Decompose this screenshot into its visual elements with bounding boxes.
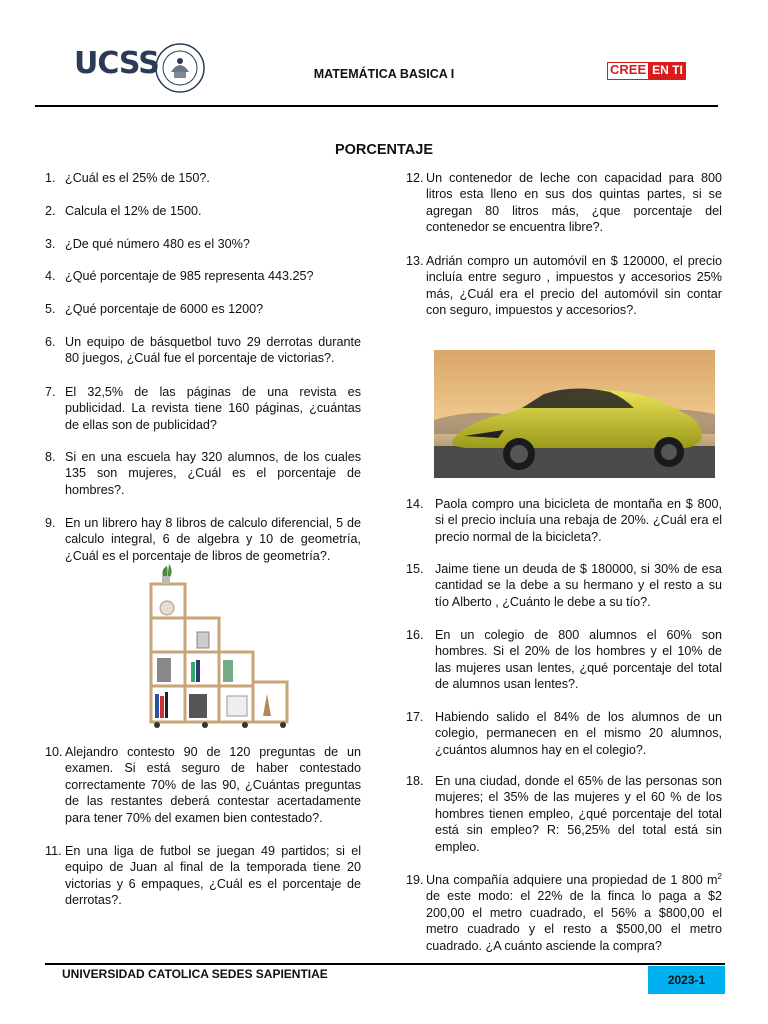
exercise-10 <box>45 744 361 826</box>
exercise-number: 15. <box>406 562 424 576</box>
en-ti-logo-part: EN TI <box>649 62 686 80</box>
exercise-number: 16. <box>406 628 424 642</box>
exercise-number: 14. <box>406 497 424 511</box>
exercise-2 <box>45 203 361 219</box>
footer-divider <box>45 963 725 965</box>
exercise-16 <box>406 627 722 693</box>
footer-year-badge: 2023-1 <box>648 966 725 994</box>
exercise-text: Calcula el 12% de 1500. <box>65 204 202 218</box>
bookshelf-image <box>145 562 293 732</box>
exercise-1 <box>45 170 361 186</box>
exercise-text: Alejandro contesto 90 de 120 preguntas de un examen. Si está seguro de haber contestado correctamente 70% de las 90, ¿Cuántas preguntas de las restantes deberá contestar acertadamente para tener 70% del examen bien contestado?. <box>65 745 361 825</box>
exercise-number: 4. <box>45 269 56 283</box>
exercise-text: ¿Cuál es el 25% de 150?. <box>65 171 210 185</box>
exercise-text: En un colegio de 800 alumnos el 60% son hombres. Si el 20% de los hombres y el 10% de las mujeres usan lentes, ¿qué porcentaje del total de alumnos usan lentes?. <box>435 628 722 692</box>
exercise-number: 13. <box>406 254 424 268</box>
exercise-13 <box>406 253 722 319</box>
exercise-number: 7. <box>45 385 56 399</box>
footer-university: UNIVERSIDAD CATOLICA SEDES SAPIENTIAE <box>62 967 328 981</box>
exercise-number: 1. <box>45 171 56 185</box>
exercise-text: Paola compro una bicicleta de montaña en $ 800, si el precio incluía una rebaja de 20%. ¿Cuál era el precio normal de la bicicleta?. <box>435 497 722 544</box>
exercise-number: 8. <box>45 450 56 464</box>
exercise-7 <box>45 384 361 433</box>
exercise-number: 17. <box>406 710 424 724</box>
exercise-12 <box>406 170 722 236</box>
exercise-17 <box>406 709 722 758</box>
exercise-text: ¿Qué porcentaje de 6000 es 1200? <box>65 302 264 316</box>
exercise-number: 9. <box>45 516 56 530</box>
logo-text: UCSS <box>74 46 159 81</box>
exercise-19 <box>406 872 722 954</box>
exercise-text: Si en una escuela hay 320 alumnos, de los cuales 135 son mujeres, ¿Cuál es el porcentaje de hombres?. <box>65 450 361 497</box>
exercise-6 <box>45 334 361 367</box>
exercise-text: ¿Qué porcentaje de 985 representa 443.25? <box>65 269 314 283</box>
header-divider <box>35 105 718 107</box>
document-title: PORCENTAJE <box>334 142 434 158</box>
exercise-text: Jaime tiene un deuda de $ 180000, si 30% de esa cantidad se la debe a su hermano y el resto a su tío Alberto , ¿Cuánto le debe a su tío?. <box>435 562 722 609</box>
exercise-text-part: Una compañía adquiere una propiedad de 1 800 m <box>426 873 718 887</box>
exercise-text: El 32,5% de las páginas de una revista es publicidad. La revista tiene 160 páginas, ¿cuántas de ellas son de publicidad? <box>65 385 361 432</box>
cree-logo-part: CREE <box>607 62 649 80</box>
exercise-text: ¿De qué número 480 es el 30%? <box>65 237 250 251</box>
exercise-text: En una liga de futbol se juegan 49 partidos; si el equipo de Juan al final de la temporada tiene 20 victorias y 6 empaques, ¿Cuál es el porcentaje de derrotas?. <box>65 844 361 908</box>
exercise-8 <box>45 449 361 498</box>
exercise-18 <box>406 773 722 855</box>
exercise-text: Habiendo salido el 84% de los alumnos de un colegio, permanecen en el mismo 20 alumnos, ¿cuántos alumnos hay en el colegio?. <box>435 710 722 757</box>
exercise-3 <box>45 236 361 252</box>
exercise-text: En una ciudad, donde el 65% de las personas son mujeres; el 35% de las mujeres y el 60 % de los hombres tienen empleo, ¿qué porcentaje del total está sin empleo? R: 56,25% del total está sin empleo. <box>435 774 722 854</box>
exercise-number: 2. <box>45 204 56 218</box>
exercise-14 <box>406 496 722 545</box>
exercise-number: 5. <box>45 302 56 316</box>
exercise-4 <box>45 268 361 284</box>
exercise-number: 10. <box>45 745 63 759</box>
exercise-number: 3. <box>45 237 56 251</box>
exercise-number: 12. <box>406 171 424 185</box>
exercise-text: En un librero hay 8 libros de calculo diferencial, 5 de calculo integral, 6 de algebra y 10 de geometría, ¿Cuál es el porcentaje de libros de geometría?. <box>65 516 361 563</box>
exercise-number: 18. <box>406 774 424 788</box>
exercise-text-part: de este modo: el 22% de la finca lo paga a $2 200,00 el metro cuadrado, el 56% a $800,00 el metro cuadrado y el resto a $500,00 el metro cuadrado. ¿A cuánto asciende la compra? <box>426 889 722 953</box>
exercise-11 <box>45 843 361 909</box>
sports-car-image <box>434 350 715 478</box>
exercise-text <box>426 872 722 954</box>
exercise-number: 19. <box>406 873 424 887</box>
cree-en-ti-logo <box>607 62 686 80</box>
exercise-text: Adrián compro un automóvil en $ 120000, el precio incluía entre seguro , impuestos y accesorios 25% más, ¿Cuál era el precio del automóvil sin contar con seguro, impuestos y accesorios?. <box>426 254 722 318</box>
exercise-15 <box>406 561 722 610</box>
exercise-number: 6. <box>45 335 56 349</box>
course-title: MATEMÁTICA BASICA I <box>313 67 455 81</box>
superscript: 2 <box>717 871 722 881</box>
exercise-5 <box>45 301 361 317</box>
exercise-text: Un equipo de básquetbol tuvo 29 derrotas durante 80 juegos, ¿Cuál fue el porcentaje de victorias?. <box>65 335 361 366</box>
exercise-number: 11. <box>45 844 62 858</box>
exercise-9 <box>45 515 361 564</box>
exercise-text: Un contenedor de leche con capacidad para 800 litros esta lleno en sus dos quintas partes, si se agregan 80 litros más, ¿que porcentaje del contenedor se encuentra libre?. <box>426 171 722 235</box>
